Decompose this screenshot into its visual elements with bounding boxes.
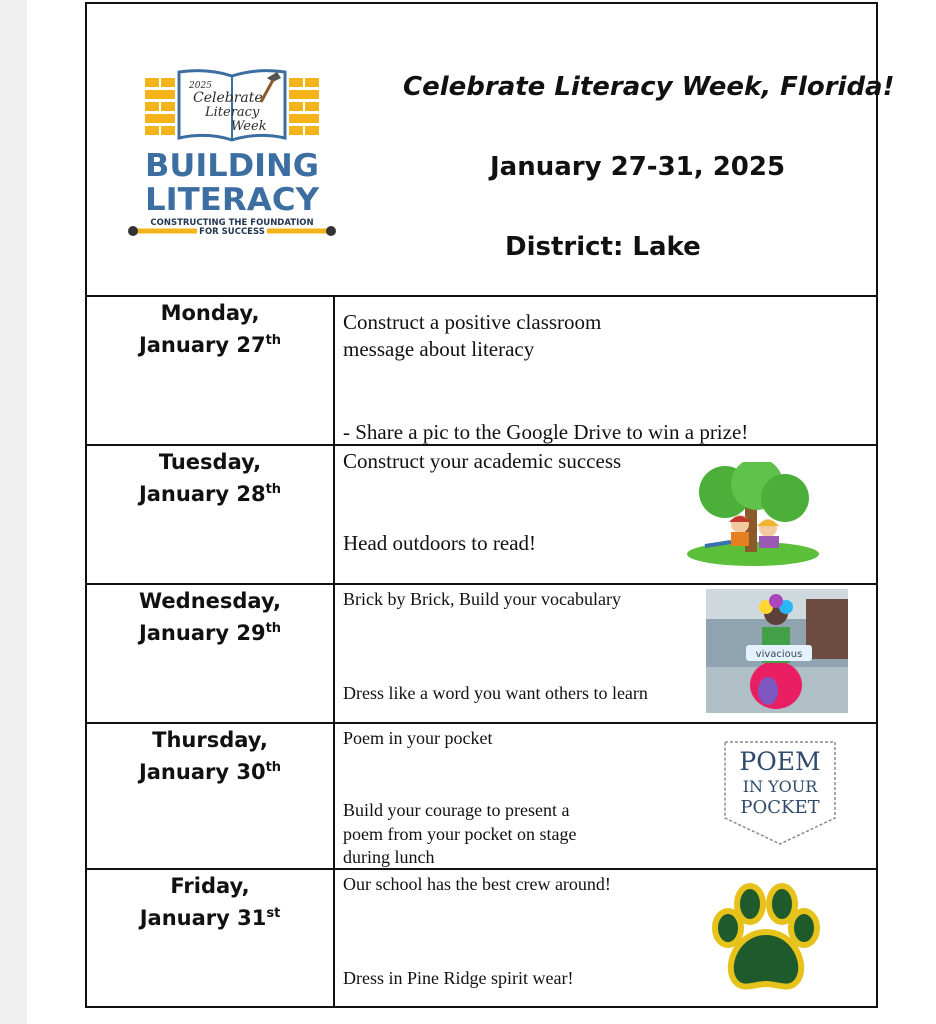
logo-year: 2025 (189, 81, 212, 91)
day-date: January 27th (138, 333, 282, 357)
activity-detail: Build your courage to present a (343, 800, 570, 820)
activity-title: Brick by Brick, Build your vocabulary (343, 589, 621, 609)
activity-title: Our school has the best crew around! (343, 874, 611, 894)
activity-detail: Dress like a word you want others to learn (343, 683, 648, 703)
photo-word-sign: vivacious (755, 649, 803, 660)
day-date: January 30th (138, 760, 282, 784)
day-date: January 29th (138, 621, 282, 645)
logo-literacy-script: Literacy (205, 105, 260, 120)
day-name: Tuesday, (158, 450, 262, 474)
header-section (85, 2, 895, 297)
pocket-line-1: POEM (739, 747, 821, 776)
activity-detail: - Share a pic to the Google Drive to win a prize! (343, 420, 749, 444)
building-literacy-logo (127, 68, 337, 240)
poem-pocket-icon (721, 740, 839, 846)
day-date: January 28th (138, 482, 282, 506)
activity-detail: Dress in Pine Ridge spirit wear! (343, 968, 574, 988)
day-cell-thursday (86, 723, 334, 869)
activity-cell-tuesday (334, 445, 877, 584)
day-cell-tuesday (86, 445, 334, 584)
pocket-line-3: POCKET (740, 797, 820, 818)
logo-tagline-1: CONSTRUCTING THE FOUNDATION (150, 218, 314, 228)
table-row (86, 445, 877, 584)
activity-detail-line3: during lunch (343, 847, 435, 867)
day-name: Monday, (160, 301, 260, 325)
day-cell-wednesday (86, 584, 334, 723)
activity-cell-friday (334, 869, 877, 1007)
day-name: Thursday, (152, 728, 268, 752)
page-gutter (0, 0, 27, 1024)
table-row (86, 869, 877, 1007)
day-name: Wednesday, (139, 589, 281, 613)
activity-title: Construct your academic success (343, 449, 622, 473)
logo-week: Week (231, 119, 267, 134)
logo-tagline-2: FOR SUCCESS (199, 227, 265, 237)
student-costume-photo (706, 589, 848, 713)
logo-building: BUILDING (145, 148, 319, 184)
activity-cell-thursday (334, 723, 877, 869)
day-cell-friday (86, 869, 334, 1007)
activity-title: Poem in your pocket (343, 728, 493, 748)
activity-detail: Head outdoors to read! (343, 531, 537, 555)
activity-title-line2: message about literacy (343, 337, 535, 361)
pocket-line-2: IN YOUR (742, 777, 818, 796)
table-row (86, 584, 877, 723)
table-row (86, 296, 877, 445)
day-cell-monday (86, 296, 334, 445)
day-name: Friday, (170, 874, 250, 898)
kids-reading-tree-icon (685, 462, 821, 566)
activity-title: Construct a positive classroom (343, 310, 602, 334)
table-row (86, 723, 877, 869)
activity-cell-monday (334, 296, 877, 445)
activity-detail-line2: poem from your pocket on stage (343, 824, 577, 844)
logo-celebrate: Celebrate (193, 90, 263, 106)
event-dates: January 27-31, 2025 (490, 152, 786, 182)
activity-cell-wednesday (334, 584, 877, 723)
district-label: District: Lake (505, 232, 701, 262)
paw-print-icon (710, 882, 822, 996)
document-page (85, 2, 895, 1007)
day-date: January 31st (139, 906, 281, 930)
logo-literacy: LITERACY (145, 182, 320, 218)
page-title: Celebrate Literacy Week, Florida! (403, 72, 895, 102)
schedule-table (85, 295, 878, 1008)
